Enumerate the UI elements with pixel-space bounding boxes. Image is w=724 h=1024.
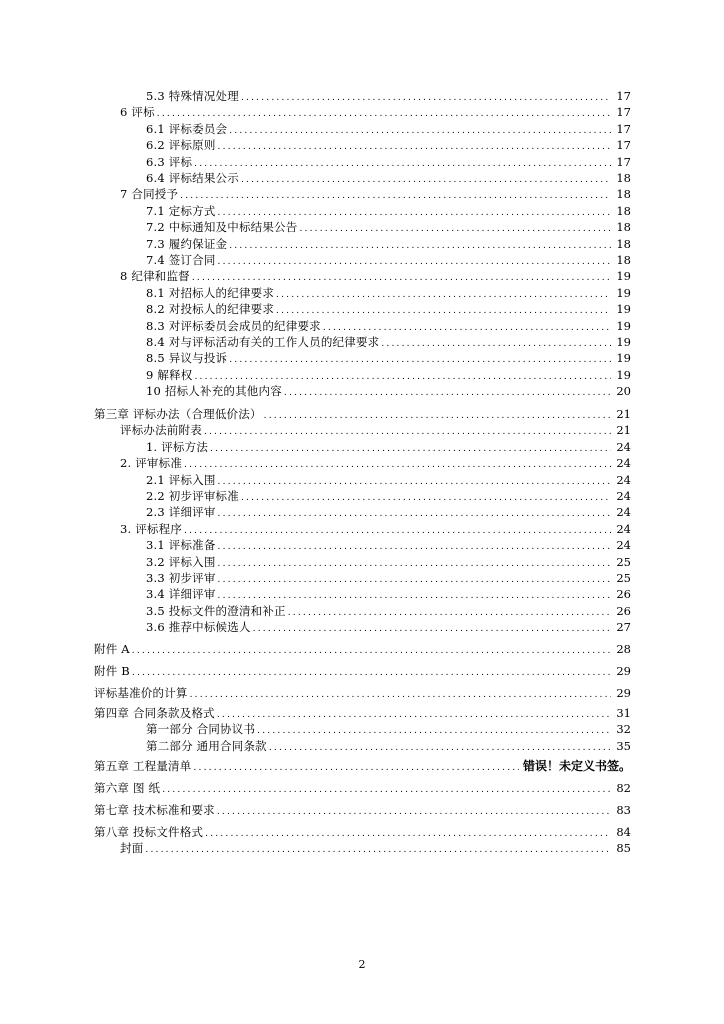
toc-leader-dots	[217, 804, 611, 820]
toc-leader-dots	[132, 643, 611, 659]
toc-entry[interactable]	[94, 685, 631, 701]
toc-entry[interactable]	[146, 721, 631, 737]
toc-entry-page: 83	[616, 803, 631, 817]
toc-entry-title: 第三章 评标办法（合理低价法）	[94, 407, 262, 421]
toc-entry-page: 24	[616, 538, 631, 553]
toc-entry-title: 6.4 评标结果公示	[146, 171, 239, 185]
toc-entry-title: 7.1 定标方式	[146, 203, 216, 218]
toc-entry-page: 20	[616, 384, 631, 399]
toc-entry-page: 18	[616, 220, 631, 235]
toc-entry-title: 8 纪律和监督	[120, 269, 190, 284]
toc-entry[interactable]	[146, 252, 631, 268]
toc-entry[interactable]	[94, 641, 631, 657]
toc-entry-page: 19	[616, 302, 631, 317]
toc-entry[interactable]	[146, 383, 631, 399]
toc-entry-page: 17	[616, 121, 631, 136]
toc-entry-title: 第七章 技术标准和要求	[94, 803, 215, 817]
toc-entry-page: 17	[616, 138, 631, 153]
toc-entry-title: 6.3 评标	[146, 154, 193, 169]
toc-entry-page: 27	[616, 620, 631, 635]
toc-entry-page: 24	[616, 521, 631, 536]
toc-entry-page: 35	[616, 738, 631, 753]
toc-entry-title: 10 招标人补充的其他内容	[146, 384, 282, 399]
toc-entry-page: 32	[616, 722, 631, 737]
toc-entry-page: 25	[616, 554, 631, 569]
toc-entry[interactable]	[146, 738, 631, 754]
toc-leader-dots	[253, 621, 611, 637]
toc-entry-page: 85	[616, 841, 631, 856]
toc-entry-page: 18	[616, 253, 631, 267]
toc-entry-title: 8.4 对与评标活动有关的工作人员的纪律要求	[146, 335, 380, 349]
toc-entry[interactable]	[146, 88, 631, 104]
toc-entry[interactable]	[94, 802, 631, 818]
toc-entry[interactable]	[146, 318, 631, 334]
toc-entry-page: 24	[616, 472, 631, 487]
toc-entry-title: 附件 A	[94, 642, 130, 656]
toc-entry[interactable]	[146, 121, 631, 137]
toc-entry[interactable]	[146, 367, 631, 383]
toc-entry-title: 3.2 评标入围	[146, 554, 216, 569]
toc-entry-title: 第四章 合同条款及格式	[94, 706, 215, 720]
toc-entry-page: 29	[616, 686, 631, 700]
toc-entry-title: 8.3 对评标委员会成员的纪律要求	[146, 318, 321, 333]
toc-entry-title: 3. 评标程序	[120, 521, 183, 536]
toc-entry[interactable]	[146, 504, 631, 520]
toc-entry[interactable]	[146, 137, 631, 153]
toc-entry-title: 3.1 评标准备	[146, 538, 216, 553]
toc-entry[interactable]	[146, 619, 631, 635]
toc-entry-title: 第五章 工程量清单	[94, 759, 192, 773]
toc-entry-title: 7 合同授予	[120, 187, 179, 202]
toc-entry[interactable]	[146, 537, 631, 553]
toc-entry-title: 7.2 中标通知及中标结果公告	[146, 220, 298, 235]
toc-entry-title: 2.1 评标入围	[146, 472, 216, 487]
toc-leader-dots	[269, 740, 611, 756]
toc-entry[interactable]	[146, 334, 631, 350]
toc-entry-page: 21	[616, 423, 631, 438]
toc-entry[interactable]	[146, 488, 631, 504]
toc-entry-page: 84	[616, 825, 631, 839]
toc-entry[interactable]	[146, 203, 631, 219]
toc-entry-title: 2.2 初步评审标准	[146, 489, 239, 503]
toc-entry-page: 26	[616, 603, 631, 618]
toc-entry[interactable]	[120, 104, 631, 120]
toc-entry-title: 8.5 异议与投诉	[146, 351, 228, 366]
toc-entry[interactable]	[146, 439, 631, 455]
toc-entry-page: 19	[616, 269, 631, 284]
toc-entry-title: 第二部分 通用合同条款	[146, 738, 267, 753]
toc-entry-title: 第六章 图 纸	[94, 781, 161, 795]
toc-entry[interactable]	[120, 521, 631, 537]
toc-entry-page: 24	[616, 439, 631, 454]
toc-entry-page: 26	[616, 587, 631, 602]
toc-entry-title: 7.4 签订合同	[146, 253, 216, 267]
toc-entry-title: 3.5 投标文件的澄清和补正	[146, 603, 286, 618]
toc-entry[interactable]	[146, 219, 631, 235]
toc-entry-title: 第一部分 合同协议书	[146, 722, 256, 737]
toc-leader-dots	[284, 385, 611, 401]
toc-entry[interactable]	[146, 236, 631, 252]
toc-entry-page: 19	[616, 318, 631, 333]
toc-entry-page-error: 错误！未定义书签。	[522, 759, 631, 773]
toc-entry-page: 19	[616, 335, 631, 349]
toc-entry[interactable]	[94, 705, 631, 721]
toc-entry-title: 评标办法前附表	[120, 423, 202, 438]
toc-entry[interactable]	[146, 570, 631, 586]
toc-entry[interactable]	[94, 780, 631, 796]
toc-entry-page: 18	[616, 171, 631, 185]
toc-entry-page: 82	[616, 781, 631, 795]
toc-entry-title: 9 解释权	[146, 367, 193, 382]
toc-entry-title: 8.1 对招标人的纪律要求	[146, 285, 275, 300]
toc-entry-title: 5.3 特殊情况处理	[146, 89, 239, 103]
toc-entry-title: 7.3 履约保证金	[146, 236, 228, 251]
toc-entry-page: 18	[616, 203, 631, 218]
toc-entry-title: 3.6 推荐中标候选人	[146, 620, 251, 635]
toc-entry-page: 18	[616, 236, 631, 251]
toc-entry-page: 29	[616, 664, 631, 678]
toc-entry-page: 18	[616, 187, 631, 202]
toc-leader-dots	[132, 665, 611, 681]
toc-leader-dots	[162, 782, 611, 798]
toc-entry[interactable]	[94, 824, 631, 840]
toc-leader-dots	[190, 687, 611, 703]
toc-entry-page: 17	[616, 154, 631, 169]
toc-entry[interactable]	[146, 301, 631, 317]
toc-entry[interactable]	[120, 268, 631, 284]
toc-entry-page: 24	[616, 456, 631, 471]
toc-entry[interactable]	[94, 758, 631, 774]
toc-entry-page: 19	[616, 351, 631, 366]
toc-leader-dots	[145, 842, 611, 858]
toc-entry[interactable]	[120, 840, 631, 856]
toc-entry-title: 6.1 评标委员会	[146, 121, 228, 136]
toc-entry[interactable]	[146, 603, 631, 619]
toc-entry-page: 24	[616, 505, 631, 520]
toc-entry[interactable]	[146, 554, 631, 570]
toc-entry[interactable]	[146, 350, 631, 366]
toc-entry-page: 17	[616, 89, 631, 103]
toc-entry-title: 1. 评标方法	[146, 439, 209, 454]
toc-entry[interactable]	[120, 455, 631, 471]
toc-entry[interactable]	[146, 154, 631, 170]
toc-entry-title: 6 评标	[120, 105, 155, 120]
toc-entry-title: 6.2 评标原则	[146, 138, 216, 153]
toc-entry-page: 17	[616, 105, 631, 120]
toc-entry[interactable]	[146, 472, 631, 488]
toc-entry-title: 封面	[120, 841, 144, 856]
toc-entry-title: 2. 评审标准	[120, 456, 183, 471]
toc-entry-title: 评标基准价的计算	[94, 686, 188, 700]
toc-entry-page: 25	[616, 571, 631, 585]
toc-entry[interactable]	[120, 186, 631, 202]
toc-entry[interactable]	[120, 422, 631, 438]
toc-entry-title: 3.4 详细评审	[146, 587, 216, 602]
toc-entry-title: 附件 B	[94, 664, 130, 678]
toc-entry[interactable]	[146, 285, 631, 301]
toc-entry-title: 第八章 投标文件格式	[94, 825, 204, 839]
toc-entry-page: 28	[616, 642, 631, 656]
toc-entry-page: 31	[616, 706, 631, 720]
toc-entry[interactable]	[94, 663, 631, 679]
toc-entry-title: 8.2 对投标人的纪律要求	[146, 302, 275, 317]
page-number: 2	[358, 958, 366, 971]
toc-leader-dots	[193, 760, 519, 776]
toc-entry-page: 19	[616, 367, 631, 382]
toc-entry[interactable]	[146, 170, 631, 186]
toc-entry-title: 2.3 详细评审	[146, 505, 216, 520]
toc-entry-page: 24	[616, 489, 631, 503]
toc-entry-page: 21	[616, 407, 631, 421]
toc-entry[interactable]	[146, 586, 631, 602]
toc-entry[interactable]	[94, 406, 631, 422]
toc-entry-title: 3.3 初步评审	[146, 571, 216, 585]
toc-entry-page: 19	[616, 285, 631, 300]
